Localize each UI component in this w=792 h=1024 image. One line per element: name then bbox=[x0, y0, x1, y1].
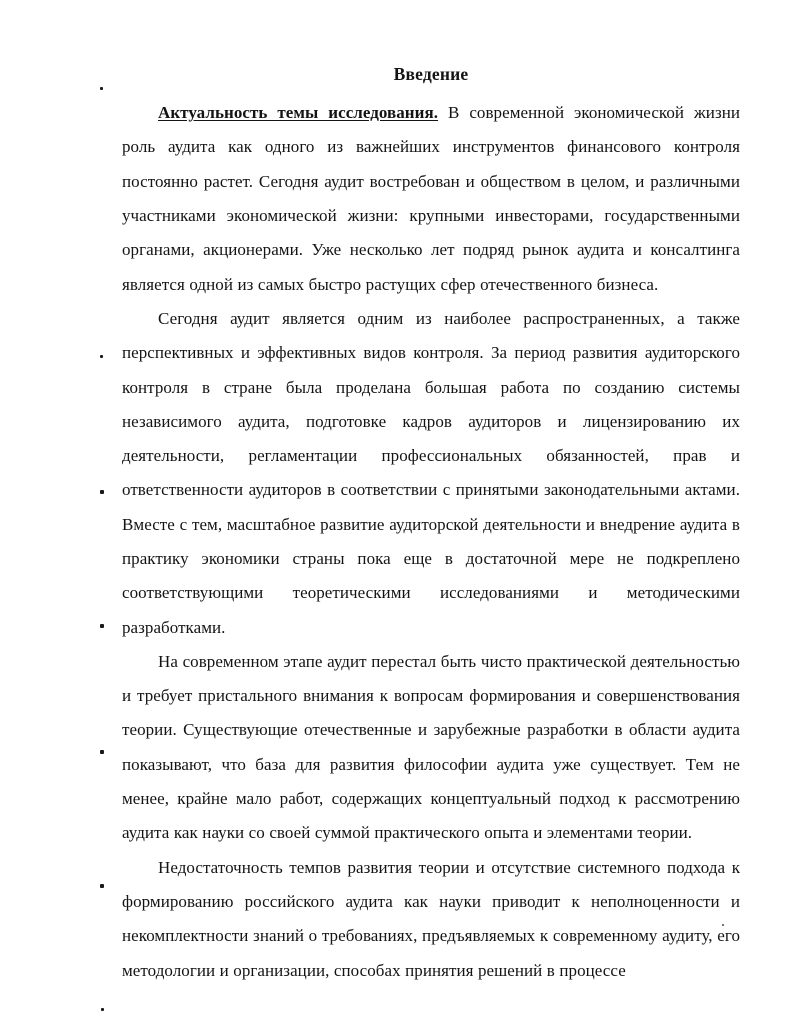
scan-speck bbox=[100, 355, 103, 358]
scan-speck bbox=[100, 884, 104, 888]
document-body bbox=[122, 64, 740, 988]
scan-speck bbox=[100, 750, 104, 754]
scan-speck bbox=[100, 87, 103, 90]
scan-speck bbox=[100, 490, 104, 494]
paragraph-4 bbox=[122, 851, 740, 988]
page-title: Введение bbox=[393, 64, 469, 84]
paragraph-1-lead: Актуальность темы исследования. bbox=[158, 103, 439, 123]
paragraph-4-body: Недостаточность темпов развития теории и отсутствие системного подхода к формированию российского аудита как науки приводит к неполноценности и некомплектности знаний о требованиях, предъявляемых к современному аудиту, его методологии и организации, способах принятия решений в процессе bbox=[122, 857, 740, 980]
paragraph-1-body: В современной экономической жизни роль аудита как одного из важнейших инструментов финансового контроля постоянно растет. Сегодня аудит востребован и обществом в целом, и различными участниками экономической жизни: крупными инвесторами, государственными органами, акционерами. Уже несколько лет подряд рынок аудита и консалтинга является одной из самых быстро растущих сфер отечественного бизнеса. bbox=[122, 103, 741, 294]
paragraph-2 bbox=[122, 302, 740, 645]
paragraph-2-body: Сегодня аудит является одним из наиболее распространенных, а также перспективных и эффективных видов контроля. За период развития аудиторского контроля в стране была проделана большая работа по созданию системы независимого аудита, подготовке кадров аудиторов и лицензированию их деятельности, регламентации профессиональных обязанностей, прав и ответственности аудиторов в соответствии с принятыми законодательными актами. Вместе с тем, масштабное развитие аудиторской деятельности и внедрение аудита в практику экономики страны пока еще в достаточной мере не подкреплено соответствующими теоретическими исследованиями и методическими разработками. bbox=[122, 308, 740, 637]
paragraph-3-body: На современном этапе аудит перестал быть чисто практической деятельностью и требует пристального внимания к вопросам формирования и совершенствования теории. Существующие отечественные и зарубежные разработки в области аудита показывают, что база для развития философии аудита уже существует. Тем не менее, крайне мало работ, содержащих концептуальный подход к рассмотрению аудита как науки со своей суммой практического опыта и элементами теории. bbox=[122, 651, 740, 843]
paragraph-3 bbox=[122, 645, 740, 851]
scan-speck bbox=[101, 1008, 104, 1011]
scan-speck bbox=[100, 624, 104, 628]
paragraph-1 bbox=[122, 96, 740, 302]
